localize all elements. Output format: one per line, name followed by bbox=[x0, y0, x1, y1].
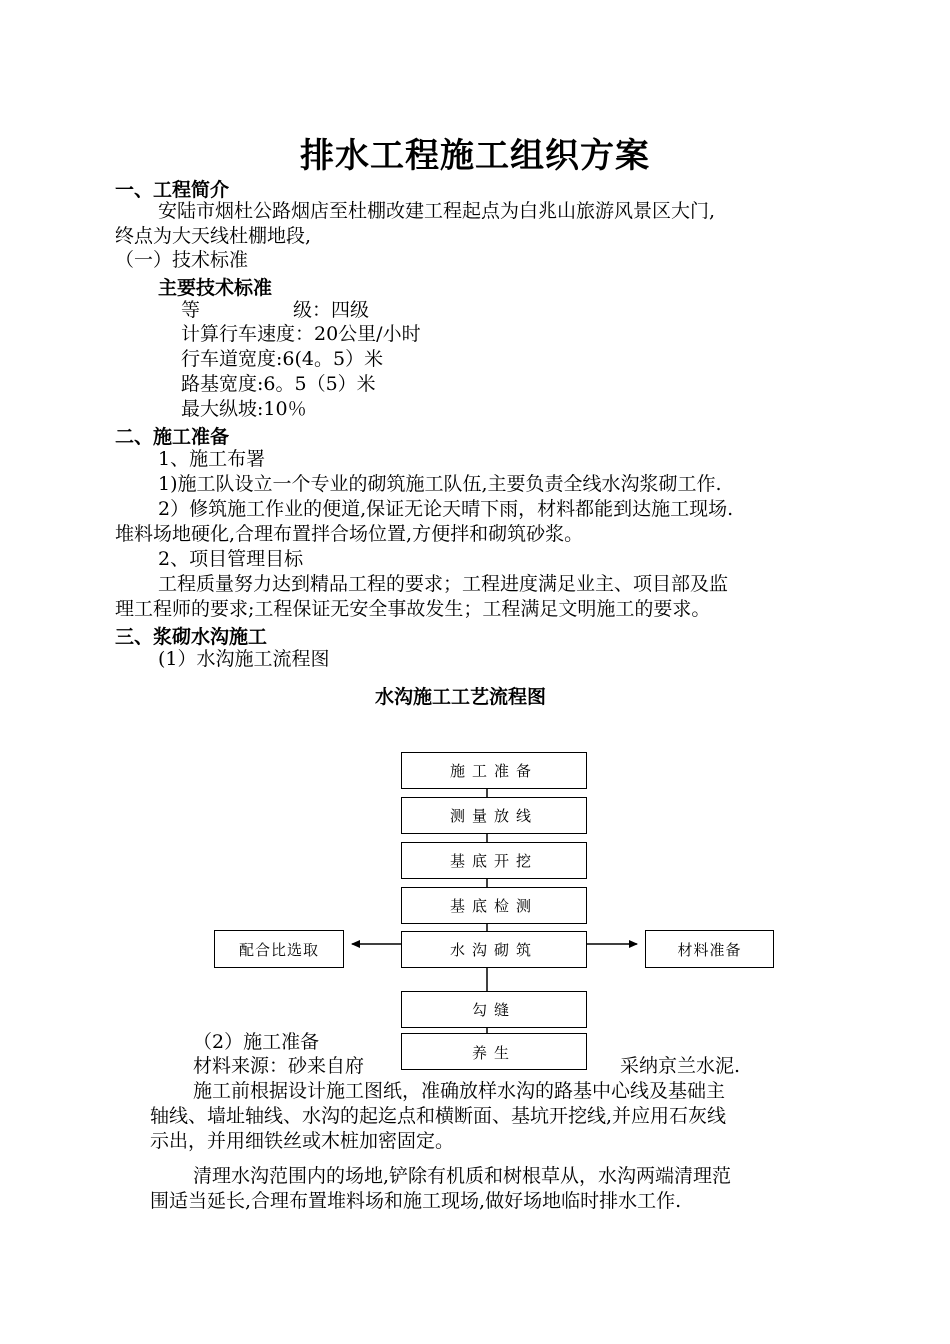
document-title: 排水工程施工组织方案 bbox=[300, 136, 650, 176]
std-grade-label: 等 bbox=[181, 299, 201, 321]
material-source-tail: 采纳京兰水泥. bbox=[620, 1055, 741, 1077]
section2-item1a: 1)施工队设立一个专业的砌筑施工队伍,主要负责全线水沟浆砌工作. bbox=[158, 473, 722, 495]
prep-para2-line2: 围适当延长,合理布置堆料场和施工现场,做好场地临时排水工作. bbox=[150, 1190, 682, 1212]
flow-step-excavation: 基底开挖 bbox=[401, 842, 587, 879]
section3-heading: 三、浆砌水沟施工 bbox=[115, 626, 268, 648]
section1-heading: 一、工程简介 bbox=[115, 179, 230, 201]
std-subgrade-width: 路基宽度:6。5（5）米 bbox=[181, 373, 376, 395]
std-lane-width: 行车道宽度:6(4。5）米 bbox=[181, 348, 384, 370]
flow-step-preparation: 施工准备 bbox=[401, 752, 587, 789]
section2-item1b-line1: 2）修筑施工作业的便道,保证无论天晴下雨，材料都能到达施工现场. bbox=[158, 498, 734, 520]
std-max-slope: 最大纵坡:10％ bbox=[181, 398, 307, 420]
flow-step-pointing: 勾缝 bbox=[401, 991, 587, 1028]
flow-step-masonry: 水沟砌筑 bbox=[401, 931, 587, 968]
section2-heading: 二、施工准备 bbox=[115, 426, 230, 448]
main-tech-standard-title: 主要技术标准 bbox=[158, 277, 273, 299]
section3-item1: (1）水沟施工流程图 bbox=[158, 648, 330, 670]
prep-para1-line2: 轴线、墙址轴线、水沟的起迄点和横断面、基坑开挖线,并应用石灰线 bbox=[150, 1105, 727, 1127]
section2-item1: 1、施工布署 bbox=[158, 448, 266, 470]
section2-item2a-line2: 理工程师的要求;工程保证无安全事故发生；工程满足文明施工的要求。 bbox=[115, 598, 711, 620]
section2-item1b-line2: 堆料场地硬化,合理布置拌合场位置,方便拌和砌筑砂浆。 bbox=[115, 523, 584, 545]
section1-para-line2: 终点为大天线杜棚地段, bbox=[115, 225, 312, 247]
flow-side-mix-ratio: 配合比选取 bbox=[214, 930, 344, 968]
flow-step-inspection: 基底检测 bbox=[401, 887, 587, 924]
section2-item2a-line1: 工程质量努力达到精品工程的要求；工程进度满足业主、项目部及监 bbox=[158, 573, 729, 595]
material-source-visible: 材料来源：砂来自府 bbox=[193, 1055, 365, 1077]
tech-standard-subheading: （一）技术标准 bbox=[115, 249, 249, 271]
section3-item2: （2）施工准备 bbox=[193, 1031, 320, 1053]
std-speed: 计算行车速度：20公里/小时 bbox=[181, 323, 421, 345]
prep-para2-line1: 清理水沟范围内的场地,铲除有机质和树根草从，水沟两端清理范 bbox=[193, 1165, 732, 1187]
flow-side-materials: 材料准备 bbox=[645, 930, 774, 968]
prep-para1-line3: 示出，并用细铁丝或木桩加密固定。 bbox=[150, 1130, 455, 1152]
std-grade-value: 级：四级 bbox=[293, 299, 370, 321]
flow-step-curing: 养生 bbox=[401, 1033, 587, 1070]
section2-item2: 2、项目管理目标 bbox=[158, 548, 304, 570]
flowchart-title: 水沟施工工艺流程图 bbox=[375, 686, 547, 708]
flow-step-survey: 测量放线 bbox=[401, 797, 587, 834]
section1-para-line1: 安陆市烟杜公路烟店至杜棚改建工程起点为白兆山旅游风景区大门, bbox=[158, 200, 716, 222]
prep-para1-line1: 施工前根据设计施工图纸，准确放样水沟的路基中心线及基础主 bbox=[193, 1080, 726, 1102]
